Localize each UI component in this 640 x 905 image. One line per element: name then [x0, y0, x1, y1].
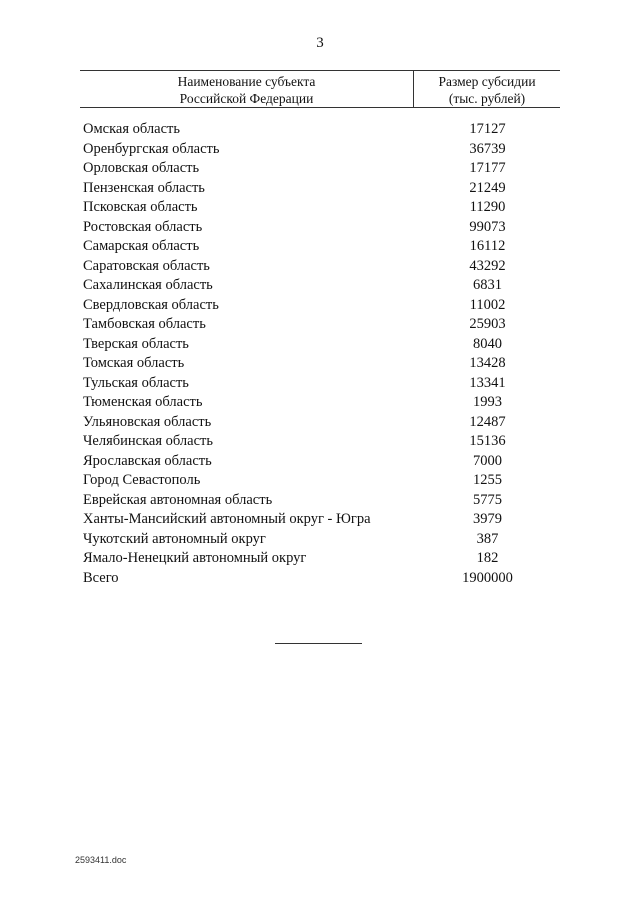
header-subsidy-amount — [414, 71, 560, 107]
subsidy-value: 36739 — [469, 140, 506, 157]
subsidy-value: 13341 — [469, 374, 506, 391]
table-row — [83, 276, 560, 296]
file-reference: 2593411.doc — [75, 855, 127, 865]
table-row-total — [83, 569, 560, 589]
region-name: Ярославская область — [83, 452, 212, 469]
header-subsidy-line1: Размер субсидии — [438, 74, 536, 89]
header-subsidy-line2: (тыс. рублей) — [448, 91, 526, 106]
subsidy-value: 17127 — [469, 121, 506, 137]
subsidy-table-body — [83, 120, 560, 588]
region-name: Еврейская автономная область — [83, 491, 273, 508]
region-name: Оренбургская область — [83, 140, 220, 157]
table-row — [83, 315, 560, 335]
region-name: Ямало-Ненецкий автономный округ — [83, 550, 307, 566]
table-row — [83, 354, 560, 374]
region-name: Чукотский автономный округ — [83, 530, 266, 547]
total-value: 1900000 — [462, 569, 513, 586]
subsidy-value: 3979 — [473, 511, 502, 527]
subsidy-value: 387 — [476, 530, 499, 547]
table-row — [83, 530, 560, 550]
region-name: Тамбовская область — [83, 316, 206, 332]
table-row — [83, 452, 560, 472]
header-subject-name — [80, 71, 414, 107]
table-row — [83, 237, 560, 257]
subsidy-value: 7000 — [473, 452, 502, 469]
table-row — [83, 510, 560, 530]
table-row — [83, 374, 560, 394]
table-header — [80, 70, 560, 108]
table-row — [83, 218, 560, 238]
region-name: Тульская область — [83, 374, 189, 391]
region-name: Омская область — [83, 121, 180, 137]
subsidy-value: 43292 — [469, 257, 506, 274]
subsidy-value: 182 — [476, 550, 499, 566]
region-name: Самарская область — [83, 238, 200, 254]
table-row — [83, 140, 560, 160]
table-row — [83, 491, 560, 511]
subsidy-value: 1255 — [473, 472, 502, 488]
region-name: Ростовская область — [83, 218, 203, 235]
region-name: Свердловская область — [83, 296, 219, 313]
table-row — [83, 159, 560, 179]
table-row — [83, 335, 560, 355]
region-name: Псковская область — [83, 199, 198, 215]
subsidy-value: 21249 — [469, 179, 506, 196]
subsidy-value: 99073 — [469, 218, 506, 235]
subsidy-value: 5775 — [473, 491, 502, 508]
table-row — [83, 120, 560, 140]
table-row — [83, 393, 560, 413]
table-row — [83, 432, 560, 452]
region-name: Челябинская область — [83, 433, 213, 449]
end-of-table-rule — [275, 643, 362, 644]
region-name: Тюменская область — [83, 394, 203, 410]
subsidy-value: 17177 — [469, 160, 506, 176]
region-name: Ханты-Мансийский автономный округ - Югра — [83, 511, 371, 527]
subsidy-value: 12487 — [469, 413, 506, 430]
table-row — [83, 471, 560, 491]
subsidy-value: 6831 — [473, 277, 502, 293]
table-row — [83, 413, 560, 433]
region-name: Орловская область — [83, 160, 200, 176]
region-name: Ульяновская область — [83, 413, 212, 430]
region-name: Саратовская область — [83, 257, 210, 274]
table-row — [83, 549, 560, 569]
total-label: Всего — [83, 569, 119, 586]
subsidy-value: 25903 — [469, 316, 506, 332]
region-name: Сахалинская область — [83, 277, 213, 293]
subsidy-value: 8040 — [473, 335, 502, 352]
region-name: Томская область — [83, 355, 185, 371]
table-row — [83, 296, 560, 316]
subsidy-value: 11290 — [469, 199, 506, 215]
subsidy-value: 1993 — [473, 394, 502, 410]
region-name: Город Севастополь — [83, 472, 201, 488]
table-row — [83, 257, 560, 277]
page-number: 3 — [316, 35, 324, 51]
header-subject-name-line2: Российской Федерации — [179, 91, 314, 106]
subsidy-value: 13428 — [469, 355, 506, 371]
table-row — [83, 179, 560, 199]
subsidy-value: 16112 — [469, 238, 506, 254]
header-subject-name-line1: Наименование субъекта — [177, 74, 316, 89]
table-row — [83, 198, 560, 218]
region-name: Пензенская область — [83, 179, 205, 196]
region-name: Тверская область — [83, 335, 189, 352]
subsidy-value: 15136 — [469, 433, 506, 449]
subsidy-value: 11002 — [469, 296, 506, 313]
